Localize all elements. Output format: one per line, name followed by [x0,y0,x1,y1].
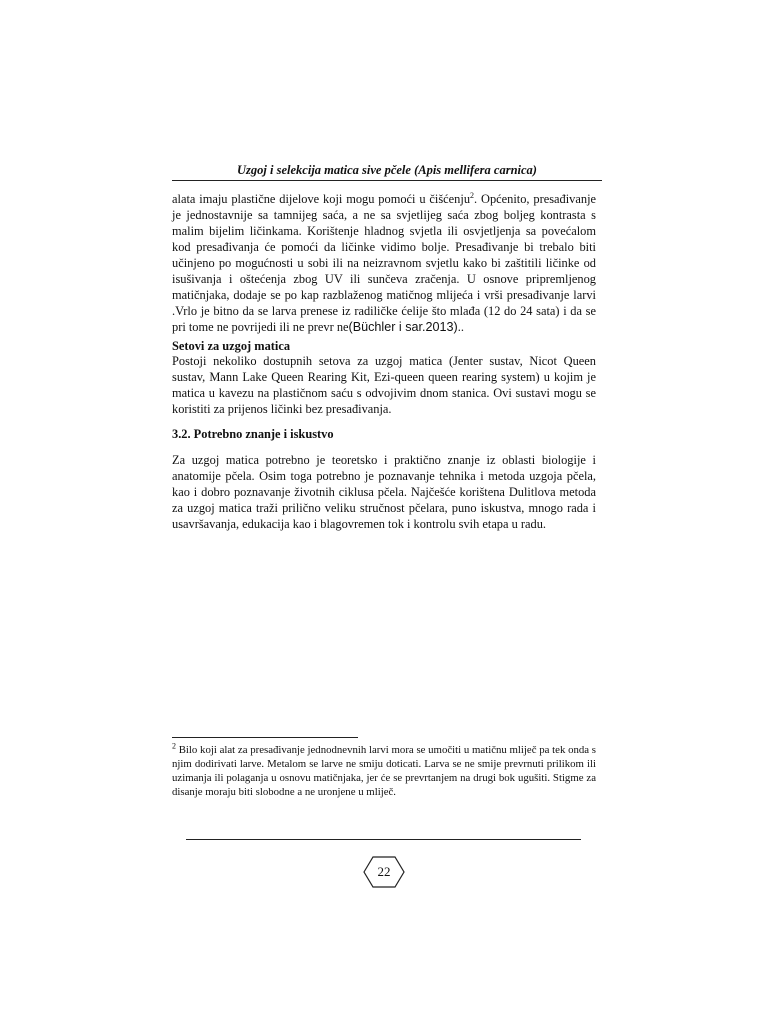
running-header-title: Uzgoj i selekcija matica sive pčele (Apis mellifera carnica) [237,163,537,177]
paragraph-1-end: .. [457,320,464,334]
footnote-separator [172,737,358,738]
body-paragraph-1 [172,191,596,335]
paragraph-1-text: . Općenito, presađivanje je jednostavnije sa tamnijeg saća, a ne sa svjetlijeg saća zbog boljeg kontrasta s malim bijelim ličinkama. Korištenje hladnog svjetla ili osvjetljenja sa povećalom kod presađivanja će pomoći da ličinke vidimo bolje. Presađivanje bi trebalo biti učinjeno po mogućnosti u sobi ili na neizravnom svjetlu kako bi zaštitili ličinke od isušivanja i oštećenja zbog UV ili sunčeva zračenja. U osnove pripremljenog matičnjaka, dodaje se po kap razblaženog matičnog mlijeća i vrši presađivanje larvi .Vrlo je bitno da se larva prenese iz radiličke ćelije što mlađa (12 do 24 sata) i da se pri tome ne povrijedi ili ne prevr ne [172,192,597,334]
footnote [172,743,596,799]
footnote-reference[interactable]: 2 [470,190,475,200]
body-paragraph-3-2: Za uzgoj matica potrebno je teoretsko i praktično znanje iz oblasti biologije i anatomije pčela. Osim toga potrebno je poznavanje tehnika i metoda uzgoja pčela, kao i dobro poznavanje životnih ciklusa pčela. Najčešće korištena Dulitlova metoda za uzgoj matica traži prilično veliku stručnost pčelara, puno iskustva, mnogo rada i usavršavanja, edukacija kao i blagovremen tok i kontrolu svih etapa u radu. [172,453,596,531]
header-rule [172,180,602,181]
subheading-setovi: Setovi za uzgoj matica [172,339,291,353]
page-number: 22 [377,864,391,879]
footnote-text: Bilo koji alat za presađivanje jednodnevnih larvi mora se umočiti u matičnu mliječ pa tek onda s njim dodirivati larve. Metalom se larve ne smiju doticati. Larva se ne smije prevrnuti prilikom ili uzimanja ili polaganja u osnovu matičnjaka, jer će se prevrtanjem na drugi bok ugušiti. Stigme za disanje moraju biti slobodne a ne uronjene u mliječ. [172,744,596,798]
body-paragraph-setovi: Postoji nekoliko dostupnih setova za uzgoj matica (Jenter sustav, Nicot Queen sustav, Mann Lake Queen Rearing Kit, Ezi-queen queen rearing system) u kojim je matica u kavezu na plastičnom saću s odvojivim dnom stanica. Ovi sustavi mogu se koristiti za prijenos ličinki bez presađivanja. [172,354,596,416]
citation: (Büchler i sar.2013) [348,320,458,334]
footer-rule [186,839,581,840]
section-heading-3-2: 3.2. Potrebno znanje i iskustvo [172,427,334,441]
paragraph-1-text-start: alata imaju plastične dijelove koji mogu pomoći u čišćenju [172,192,471,206]
footnote-marker: 2 [172,741,176,751]
page-number-badge [363,856,405,888]
